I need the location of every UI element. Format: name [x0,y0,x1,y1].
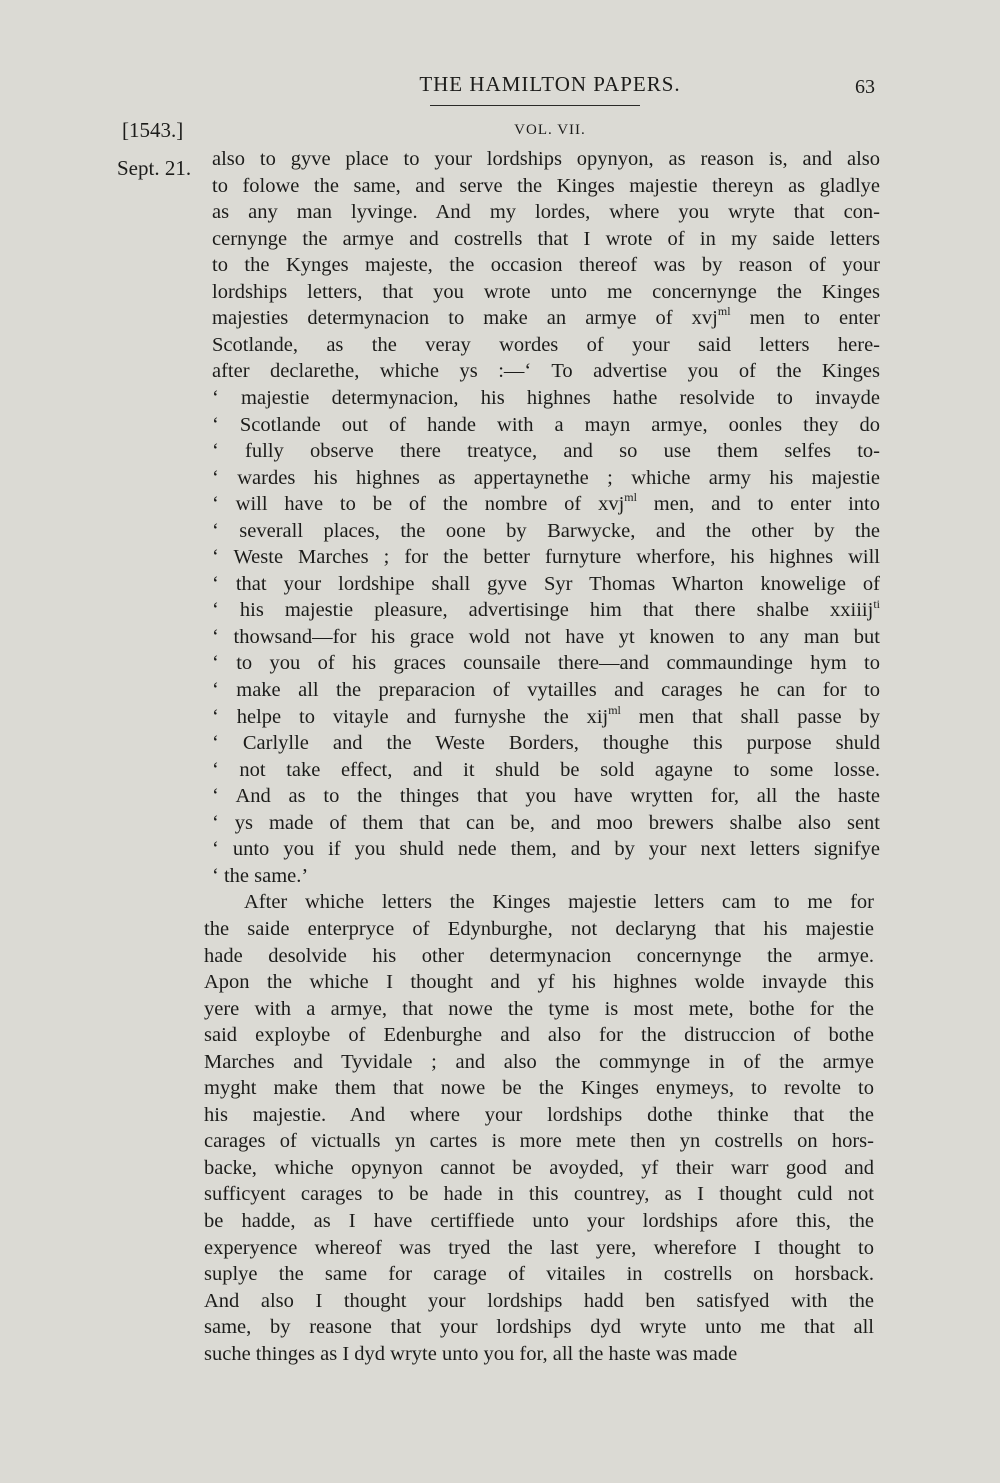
text-line: ‘ that your lordshipe shall gyve Syr Thomas Wharton knowelige of [212,572,880,595]
text-line: ‘ helpe to vitayle and furnyshe the xij$^{ml}$ men that shall passe by [212,702,881,728]
text-line: carages of victualls yn cartes is more mete then yn costrells on hors- [204,1130,874,1153]
text-line: hade desolvide his other determynacion concernynge the armye. [204,944,874,967]
text-line: suche thinges as I dyd wryte unto you for, all the haste was made [204,1342,738,1365]
text-line: ‘ his majestie pleasure, advertisinge him that there shalbe xxiiij$^{ti}$ [212,596,880,622]
text-line: ‘ thowsand—for his grace wold not have yt knowen to any man but [212,625,880,648]
text-line: ‘ fully observe there treatyce, and so use them selfes to- [212,440,880,463]
text-line: to folowe the same, and serve the Kinges majestie thereyn as gladlye [212,174,880,197]
text-line: as any man lyvinge. And my lordes, where you wryte that con- [212,201,880,224]
text-line: be hadde, as I have certiffiede unto your lordships afore this, the [204,1210,874,1232]
text-line: ‘ the same.’ [212,864,309,887]
text-line: ‘ unto you if you shuld nede them, and by your next letters signifye [212,838,880,861]
text-line: ‘ make all the preparacion of vytailles and carages he can for to [212,679,880,701]
text-line: same, by reasone that your lordships dyd wryte unto me that all [204,1316,874,1339]
text-line: after declarethe, whiche ys :—‘ To advertise you of the Kinges [212,360,880,383]
superscript: ml [608,702,621,717]
sub-head [0,118,1000,146]
superscript: ml [624,490,637,505]
text-line: Scotlande, as the veray wordes of your said letters here- [212,333,880,356]
text-line: Apon the whiche I thought and yf his highnes wolde invayde this [204,971,874,994]
text-line: Marches and Tyvidale ; and also the commynge in of the armye [204,1050,874,1073]
text-line: backe, whiche opynyon cannot be avoyded, yf their warr good and [204,1156,874,1179]
text-line: ‘ And as to the thinges that you have wrytten for, all the haste [212,785,880,808]
title-rule [430,105,640,106]
text-line: ‘ wardes his highnes as appertaynethe ; whiche army his majestie [212,466,880,489]
text-line: said exploybe of Edenburghe and also for the distruccion of bothe [204,1024,874,1047]
superscript: ti [873,596,880,611]
page-number: 63 [855,76,875,98]
text-line: cernynge the armye and costrells that I wrote of in my saide letters [212,227,880,250]
text-line: After whiche letters the Kinges majestie letters cam to me for [244,891,874,914]
text-line: And also I thought your lordships hadd ben satisfyed with the [204,1289,874,1312]
running-title: THE HAMILTON PAPERS. [419,72,681,96]
text-line: suplye the same for carage of vitailes in costrells on horsback. [204,1263,874,1286]
text-line: ‘ majestie determynacion, his highnes hathe resolvide to invayde [212,386,880,409]
superscript: ml [717,304,731,319]
margin-date: Sept. 21. [117,156,192,180]
running-head [0,72,1000,102]
text-line: ‘ ys made of them that can be, and moo brewers shalbe also sent [212,811,880,834]
text-line: experyence whereof was tryed the last yere, wherefore I thought to [204,1236,874,1259]
text-line: myght make them that nowe be the Kinges enymeys, to revolte to [204,1077,874,1100]
text-line: ‘ Carlylle and the Weste Borders, thoughe this purpose shuld [212,732,880,755]
text-line: to the Kynges majeste, the occasion thereof was by reason of your [212,254,880,277]
text-line: also to gyve place to your lordships opynyon, as reason is, and also [212,148,880,170]
text-line: yere with a armye, that nowe the tyme is most mete, bothe for the [204,997,874,1020]
text-line: his majestie. And where your lordships dothe thinke that the [204,1103,874,1126]
text-line: majesties determynacion to make an armye of xvj$^{ml}$ men to enter [212,304,880,330]
text-line: ‘ Weste Marches ; for the better furnyture wherfore, his highnes will [212,546,880,569]
text-line: ‘ not take effect, and it shuld be sold agayne to some losse. [212,758,880,781]
volume-label: VOL. VII. [514,122,586,138]
text-line: sufficyent carages to be hade in this countrey, as I thought culd not [204,1183,874,1206]
text-line: ‘ Scotlande out of hande with a mayn armye, oonles they do [212,413,880,436]
text-line: ‘ severall places, the oone by Barwycke, and the other by the [212,519,880,542]
year-label: [1543.] [122,118,184,142]
text-line: the saide enterpryce of Edynburghe, not declaryng that his majestie [204,917,874,940]
text-line: lordships letters, that you wrote unto me concernynge the Kinges [212,280,880,303]
text-line: ‘ will have to be of the nombre of xvj$^{ml}$ men, and to enter into [212,490,880,516]
text-line: ‘ to you of his graces counsaile there—and commaundinge hym to [212,652,880,675]
